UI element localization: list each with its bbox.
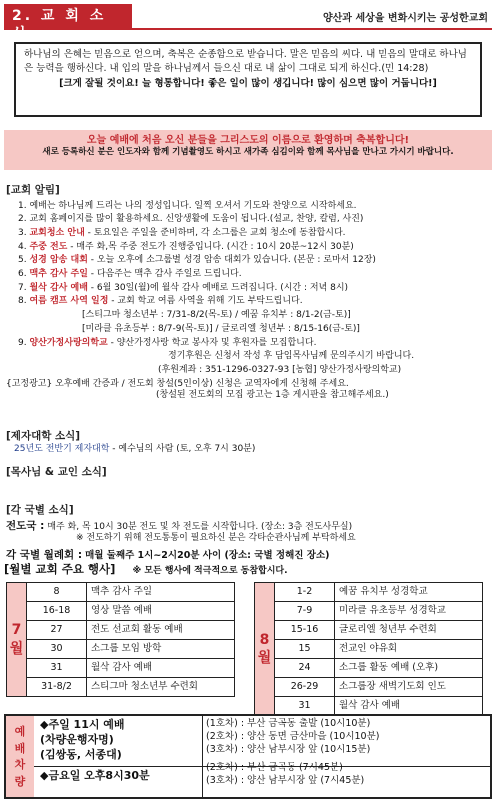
camp-line: [미라클 유초등부 : 8/7-9(목-토)] / 글로리엘 청년부 : 8/15-16(금-토)]	[82, 323, 360, 334]
schedule-event: 소그룹장 새벽기도회 인도	[335, 678, 483, 697]
schedule-row	[7, 640, 235, 659]
news-item: 5. 성경 암송 대회 - 오늘 오후에 소그룹별 성경 암송 대회가 있습니다. (본문 : 로마서 12장)	[18, 255, 376, 266]
schedule-row	[7, 659, 235, 678]
news-item: 1. 예배는 하나님께 드리는 나의 정성입니다. 일찍 오셔서 기도와 찬양으로 시작하세요.	[18, 200, 357, 211]
schedule-event: 스티그마 청소년부 수련회	[87, 678, 235, 697]
july-schedule	[6, 582, 235, 697]
evangelism-text: 매주 화, 목 10시 30분 전도 및 차 전도를 시작합니다. (장소: 3층 전도사무실)	[47, 521, 353, 532]
news-item: 2. 교회 홈페이지를 많이 활용하세요. 신앙생활에 도움이 됩니다.(설교, 찬양, 칼럼, 사진)	[18, 214, 364, 225]
news-item: 6. 맥추 감사 주일 - 다음주는 맥추 감사 주일로 드립니다.	[18, 269, 242, 280]
schedule-row	[255, 697, 483, 716]
month-label: 7 월	[7, 583, 27, 697]
camp-line: [스티그마 청소년부 : 7/31-8/2(목-토) / 예꿈 유치부 : 8/1-2(금-토)]	[82, 310, 351, 321]
schedule-heading: [월별 교회 주요 행사]	[4, 562, 116, 576]
meeting-label: 각 국별 월례회 :	[6, 549, 83, 562]
schedule-event: 영상 말씀 예배	[87, 602, 235, 621]
schedule-date: 26-29	[275, 678, 335, 697]
pastor-heading: [목사님 & 교인 소식]	[6, 466, 107, 478]
school-detail: - 예수님의 사람 (토, 오후 7시 30분)	[109, 443, 256, 454]
schedule-row	[255, 678, 483, 697]
news-item: 8. 여름 캠프 사역 일정 - 교회 학교 여름 사역을 위해 기도 부탁드립니다.	[18, 296, 303, 307]
schedule-date: 24	[275, 659, 335, 678]
welcome-banner	[4, 130, 492, 170]
schedule-date: 1-2	[275, 583, 335, 602]
bus-route: (2호차) : 양산 동면 금산마을 (10시10분)	[206, 730, 380, 742]
schedule-header	[4, 562, 492, 578]
schedule-row	[255, 659, 483, 678]
schedule-note: ※ 모든 행사에 적극적으로 동참합시다.	[132, 566, 288, 576]
schedule-event: 예꿈 유치부 성경학교	[335, 583, 483, 602]
church-news	[6, 184, 490, 402]
schedule-row	[255, 583, 483, 602]
schedule-date: 7-9	[275, 602, 335, 621]
nations-section	[6, 504, 356, 563]
news-item: 7. 월삭 감사 예배 - 6월 30일(월)에 월삭 감사 예배로 드려집니다. (시간 : 저녁 8시)	[18, 282, 349, 293]
schedule-row	[7, 583, 235, 602]
schedule-row	[255, 621, 483, 640]
verse-text: 하나님의 은혜는 믿음으로 얻으며, 축복은 순종함으로 받습니다. 말은 믿음의 씨다. 내 믿음의 말대로 하나님은 능력을 행하신다. 내 입의 말을 하나님께서 들으신 대로 내 삶이 그대로 되게 하신다.(민 14:28)	[24, 49, 467, 75]
meeting-text: 매월 둘째주 1시~2시20분 사이 (장소: 국별 정해진 장소)	[85, 550, 330, 562]
bus-services	[40, 718, 150, 783]
schedule-date: 31	[275, 697, 335, 716]
sunday-service: ◆주일 11시 예배	[40, 718, 125, 731]
schedule-date: 15-16	[275, 621, 335, 640]
news-list	[18, 201, 490, 377]
donation-account: (후원계좌 : 351-1296-0327-93 [농협] 양산가정사랑의학교)	[158, 364, 402, 375]
schedule-date: 31	[27, 659, 87, 678]
schedule-row	[7, 678, 235, 697]
bus-schedule	[4, 714, 492, 799]
bus-route: (3호차) : 양산 남부시장 앞 (10시15분)	[206, 743, 371, 755]
schedule-row	[255, 602, 483, 621]
evangelism-note: ※ 전도하기 위해 전도통통이 필요하신 분은 각타순관사님께 부탁하세요	[76, 533, 356, 544]
schedule-date: 31-8/2	[27, 678, 87, 697]
bus-route: (2호차) : 부산 금곡동 (7시45분)	[206, 762, 343, 774]
nations-heading: [각 국별 소식]	[6, 504, 74, 516]
schedule-date: 8	[27, 583, 87, 602]
schedule-event: 전도 선교회 활동 예배	[87, 621, 235, 640]
evangelism-label: 전도국 :	[6, 519, 45, 532]
verse-pledge: [크게 잘될 것이요! 늘 형통합니다! 좋은 일이 많이 생깁니다! 많이 심으면 많이 거둡니다!]	[59, 77, 437, 89]
news-item: 3. 교회청소 안내 - 토요일은 주일을 준비하며, 각 소그룹은 교회 청소에 동참합시다.	[18, 228, 346, 239]
pastor-section	[6, 466, 107, 480]
schedule-event: 글로리엘 청년부 수련회	[335, 621, 483, 640]
schedule-event: 소그룹 모임 방학	[87, 640, 235, 659]
schedule-row	[7, 621, 235, 640]
sunday-drivers-label: (차량운행자명)	[40, 732, 114, 746]
friday-service: ◆금요일 오후8시30분	[40, 768, 150, 782]
fixed-ad: {고정광고} 오후예배 간증과 / 전도회 창설(5인이상) 신청은 교역자에게 신청해 주세요.	[6, 378, 349, 389]
news-item: 9. 양산가정사랑의학교 - 양산가정사랑 학교 봉사자 및 후원자를 모집합니다.	[18, 337, 317, 348]
news-item: 4. 주중 전도 - 매주 화,목 주중 전도가 진행중입니다. (시간 : 10시 20분~12시 30분)	[18, 241, 354, 252]
fixed-ad-note: (창설된 전도회의 모집 광고는 1층 게시판을 참고해주세요.)	[156, 390, 389, 401]
schedule-event: 전교인 야유회	[335, 640, 483, 659]
schedule-date: 15	[275, 640, 335, 659]
sunday-drivers: (김쌍동, 서종대)	[40, 747, 122, 761]
donation-line: 정기후원은 신청서 작성 후 담임목사님께 문의주시기 바랍니다.	[168, 351, 415, 362]
bus-label: 예 배 차 량	[6, 716, 34, 797]
schedule-event: 월삭 감사 예배	[335, 697, 483, 716]
schedule-row	[7, 602, 235, 621]
bus-divider-v	[202, 716, 203, 797]
verse-box	[14, 42, 482, 117]
school-heading: [제자대학 소식]	[6, 430, 81, 442]
section-header	[4, 4, 492, 43]
bus-routes	[206, 718, 379, 788]
schedule-event: 월삭 감사 예배	[87, 659, 235, 678]
schedule-event: 미라클 유초등부 성경학교	[335, 602, 483, 621]
church-slogan: 양산과 세상을 변화시키는 공성한교회	[322, 13, 488, 24]
school-name: 25년도 전반기 제자대학	[14, 443, 110, 454]
schedule-date: 27	[27, 621, 87, 640]
month-label: 8 월	[255, 583, 275, 716]
bus-route: (1호차) : 부산 금곡동 출발 (10시10분)	[206, 718, 371, 729]
welcome-line-1: 오늘 예배에 처음 오신 분들을 그리스도의 이름으로 환영하며 축복합니다!	[86, 135, 410, 146]
school-section	[6, 430, 255, 455]
section-title: 2. 교 회 소 식	[4, 4, 132, 28]
schedule-date: 16-18	[27, 602, 87, 621]
august-schedule	[254, 582, 483, 716]
welcome-line-2: 새로 등록하신 분은 인도자와 함께 기념촬영도 하시고 새가족 심김이와 함께 목사님을 만나고 가시기 바랍니다.	[42, 147, 454, 157]
schedule-date: 30	[27, 640, 87, 659]
news-heading: [교회 알림]	[6, 184, 60, 196]
bus-route: (3호차) : 양산 남부시장 앞 (7시45분)	[206, 775, 365, 787]
schedule-event: 맥추 감사 주일	[87, 583, 235, 602]
schedule-row	[255, 640, 483, 659]
schedule-event: 소그룹 활동 예배 (오후)	[335, 659, 483, 678]
